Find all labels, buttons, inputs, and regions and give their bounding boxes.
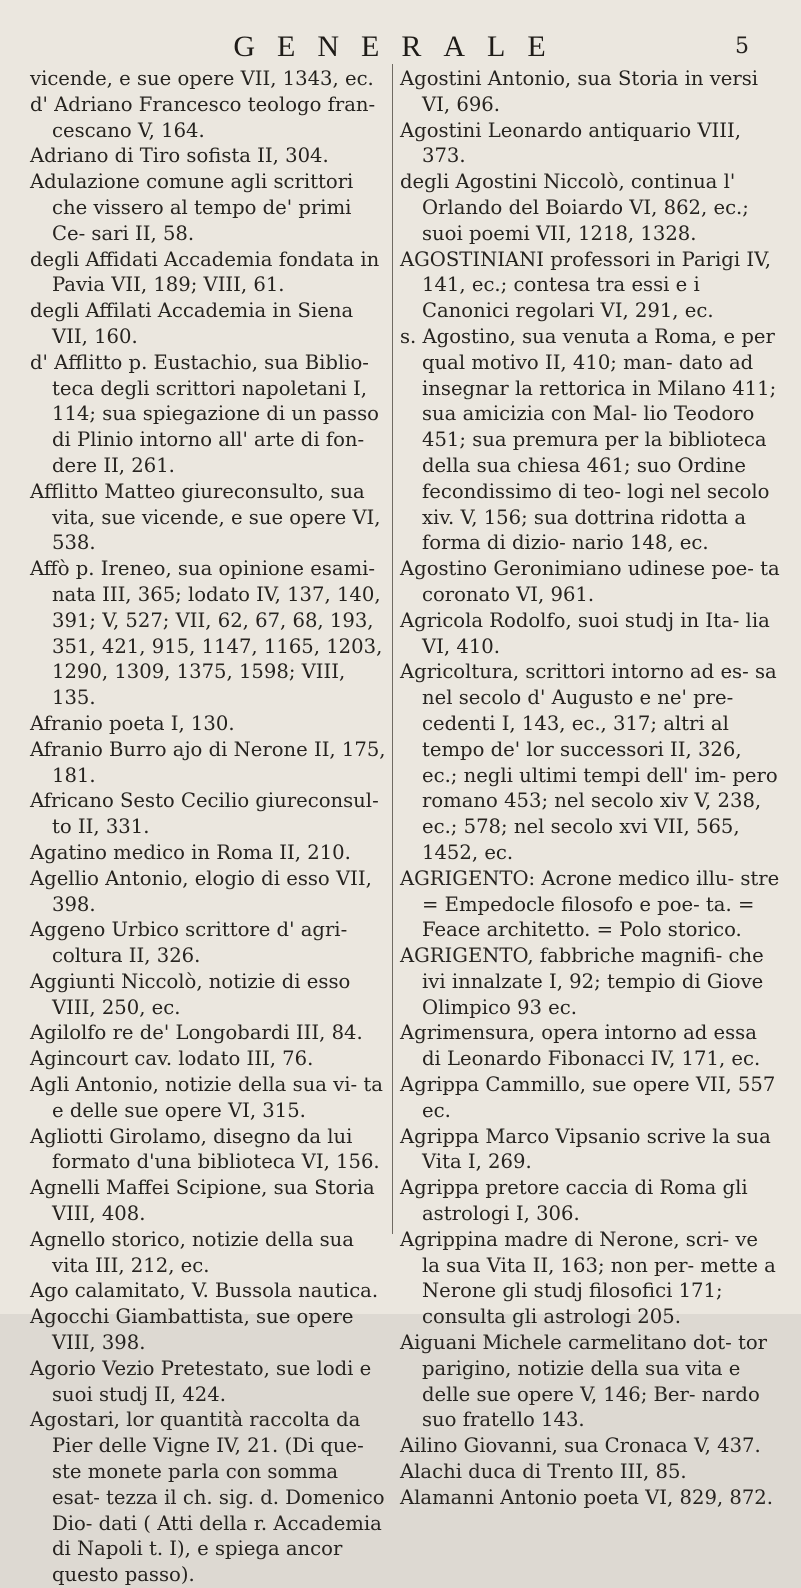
index-entry: Agrippa Cammillo, sue opere VII, 557 ec. — [400, 1073, 776, 1122]
index-entry: Agricola Rodolfo, suoi studj in Ita- lia VI, 410. — [400, 608, 770, 658]
index-entry: d' Adriano Francesco teologo fran- cescano V, 164. — [30, 92, 376, 142]
index-entry: Agli Antonio, notizie della sua vi- ta e delle sue opere VI, 315. — [30, 1073, 383, 1122]
index-entry: Agostini Leonardo antiquario VIII, 373. — [400, 118, 741, 168]
index-entry: Adulazione comune agli scrittori che vissero al tempo de' primi Ce- sari II, 58. — [30, 170, 354, 245]
index-entry: degli Affilati Accademia in Siena VII, 160. — [30, 299, 354, 348]
index-entry: degli Affidati Accademia fondata in Pavia VII, 189; VIII, 61. — [30, 247, 380, 297]
page-header — [0, 30, 801, 66]
column-divider — [392, 64, 393, 1234]
index-entry: Agrippa Marco Vipsanio scrive la sua Vita I, 269. — [400, 1124, 771, 1174]
index-entry: Agellio Antonio, elogio di esso VII, 398. — [30, 866, 372, 916]
index-entry: d' Afflitto p. Eustachio, sua Biblio- teca degli scrittori napoletani I, 114; sua spiegazione di un passo di Plinio intorno all' arte di fon- dere II, 261. — [30, 350, 379, 477]
index-entry: Agrimensura, opera intorno ad essa di Leonardo Fibonacci IV, 171, ec. — [400, 1021, 761, 1071]
index-column-left — [30, 66, 386, 1588]
index-entry: Agilolfo re de' Longobardi III, 84. — [30, 1021, 363, 1045]
index-entry: Aiguani Michele carmelitano dot- tor parigino, notizie della sua vita e delle sue opere V, 146; Ber- nardo suo fratello 143. — [400, 1331, 768, 1432]
index-entry: Affò p. Ireneo, sua opinione esami- nata III, 365; lodato IV, 137, 140, 391; V, 527; VII, 62, 67, 68, 193, 351, 421, 915, 1147, 1165, 1203, 1290, 1309, 1375, 1598; VIII, 135. — [30, 557, 383, 710]
index-entry: Aggiunti Niccolò, notizie di esso VIII, 250, ec. — [30, 969, 351, 1019]
index-entry: Agincourt cav. lodato III, 76. — [30, 1047, 314, 1071]
index-entry: Agnello storico, notizie della sua vita III, 212, ec. — [30, 1227, 354, 1277]
index-entry: Agocchi Giambattista, sue opere VIII, 398. — [30, 1305, 354, 1355]
index-entry: vicende, e sue opere VII, 1343, ec. — [30, 67, 374, 90]
index-entry: Ago calamitato, V. Bussola nautica. — [30, 1279, 379, 1303]
index-entry: Adriano di Tiro sofista II, 304. — [30, 144, 329, 168]
index-entry: Afranio Burro ajo di Nerone II, 175, 181. — [30, 737, 386, 787]
index-entry: Agostino Geronimiano udinese poe- ta coronato VI, 961. — [400, 557, 780, 606]
index-entry: Afflitto Matteo giureconsulto, sua vita, sue vicende, e sue opere VI, 538. — [30, 479, 381, 555]
index-entry: Agricoltura, scrittori intorno ad es- sa nel secolo d' Augusto e ne' pre- cedenti I, 143, ec., 317; altri al tempo de' lor successori II, 326, ec.; negli ultimi tempi dell' im- pero romano 453; nel secolo xiv V, 238, ec.; 578; nel secolo xvi VII, 565, 1452, ec. — [400, 660, 778, 864]
index-entry: Africano Sesto Cecilio giureconsul- to II, 331. — [30, 789, 379, 839]
index-entry: Ailino Giovanni, sua Cronaca V, 437. — [400, 1434, 761, 1458]
index-entry: Agliotti Girolamo, disegno da lui formato d'una biblioteca VI, 156. — [30, 1124, 380, 1174]
index-entry: Agorio Vezio Pretestato, sue lodi e suoi studj II, 424. — [30, 1356, 372, 1406]
index-entry: AGOSTINIANI professori in Parigi IV, 141, ec.; contesa tra essi e i Canonici regolari VI, 291, ec. — [400, 247, 772, 323]
index-entry: Agrippina madre di Nerone, scri- ve la sua Vita II, 163; non per- mette a Nerone gli studj filosofici 171; consulta gli astrologi 205. — [400, 1227, 776, 1329]
index-column-right — [400, 66, 780, 1511]
index-entry: AGRIGENTO, fabbriche magnifi- che ivi innalzate I, 92; tempio di Giove Olimpico 93 ec. — [400, 944, 764, 1019]
index-entry: Afranio poeta I, 130. — [30, 711, 235, 735]
index-entry: degli Agostini Niccolò, continua l' Orlando del Boiardo VI, 862, ec.; suoi poemi VII, 1218, 1328. — [400, 170, 749, 245]
index-entry: Alachi duca di Trento III, 85. — [400, 1460, 687, 1484]
page-number: 5 — [735, 34, 749, 59]
index-entry: Aggeno Urbico scrittore d' agri- coltura II, 326. — [30, 918, 348, 968]
running-title: GENERALE — [233, 30, 568, 63]
index-entry: Agostini Antonio, sua Storia in versi VI, 696. — [400, 67, 759, 116]
index-entry: Agatino medico in Roma II, 210. — [30, 840, 351, 864]
index-entry: s. Agostino, sua venuta a Roma, e per qual motivo II, 410; man- dato ad insegnar la rettorica in Milano 411; sua amicizia con Mal- lio Teodoro 451; sua premura per la biblioteca della sua chiesa 461; suo Ordine fecondissimo di teo- logi nel secolo xiv. V, 156; sua dottrina ridotta a forma di dizio- nario 148, ec. — [400, 324, 777, 555]
index-entry: AGRIGENTO: Acrone medico illu- stre = Empedocle filosofo e poe- ta. = Feace architetto. = Polo storico. — [400, 866, 780, 942]
index-entry: Agrippa pretore caccia di Roma gli astrologi I, 306. — [400, 1176, 748, 1226]
index-entry: Agnelli Maffei Scipione, sua Storia VIII, 408. — [30, 1176, 375, 1226]
index-entry: Agostari, lor quantità raccolta da Pier delle Vigne IV, 21. (Di que- ste monete parla con somma esat- tezza il ch. sig. d. Domenico Dio- dati ( Atti della r. Accademia di Napoli t. I), e spiega ancor questo passo). — [30, 1408, 385, 1587]
index-entry: Alamanni Antonio poeta VI, 829, 872. — [400, 1485, 773, 1509]
